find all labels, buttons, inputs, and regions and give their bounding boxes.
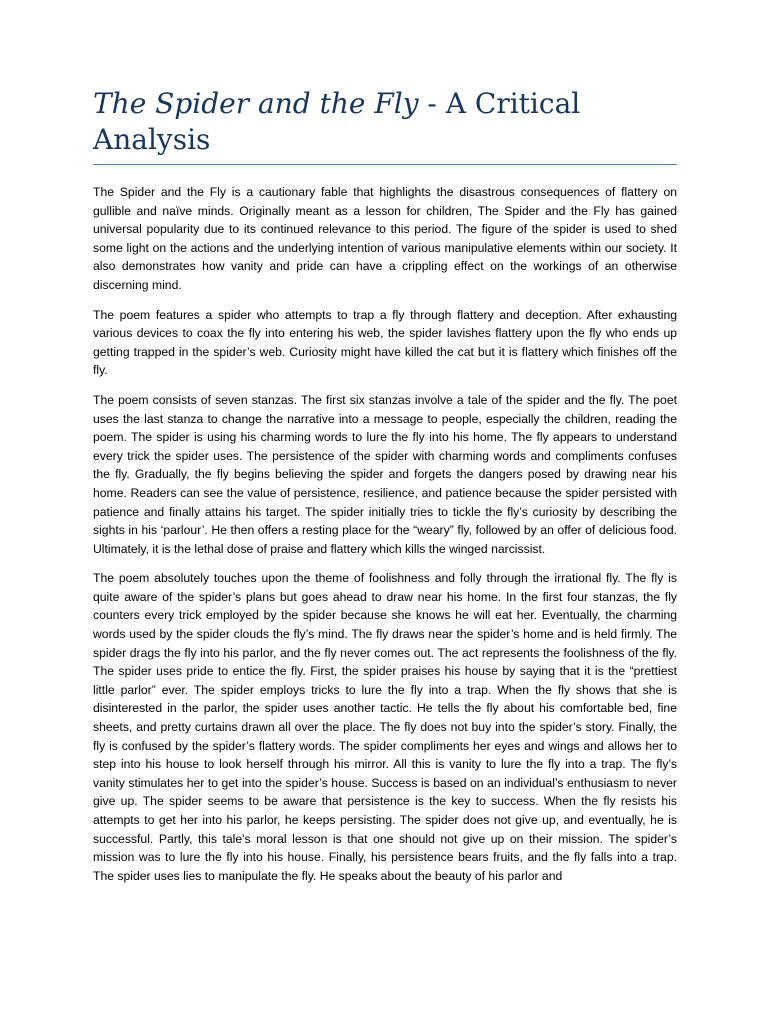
paragraph-3: The poem consists of seven stanzas. The first six stanzas involve a tale of the spider and the fly. The poet uses the last stanza to change the narrative into a message to people, especially the children, reading the poem. The spider is using his charming words to lure the fly into his home. The fly appears to understand every trick the spider uses. The persistence of the spider with charming words and compliments confuses the fly. Gradually, the fly begins believing the spider and forgets the dangers posed by drawing near his home. Readers can see the value of persistence, resilience, and patience because the spider persisted with patience and finally attains his target. The spider initially tries to tickle the fly’s curiosity by describing the sights in his ‘parlour’. He then offers a resting place for the “weary” fly, followed by an offer of delicious food. Ultimately, it is the lethal dose of praise and flattery which kills the winged narcissist. [93,392,677,556]
paragraph-1: The Spider and the Fly is a cautionary fable that highlights the disastrous consequences of flattery on gullible and naïve minds. Originally meant as a lesson for children, The Spider and the Fly has gained universal popularity due to its continued relevance to this period. The figure of the spider is used to shed some light on the actions and the underlying intention of various manipulative elements within our society. It also demonstrates how vanity and pride can have a crippling effect on the workings of an otherwise discerning mind. [93,185,677,292]
paragraph-2: The poem features a spider who attempts to trap a fly through flattery and deception. After exhausting various devices to coax the fly into entering his web, the spider lavishes flattery upon the fly who ends up getting trapped in the spider’s web. Curiosity might have killed the cat but it is flattery which finishes off the fly. [93,307,677,378]
page-title [93,86,677,165]
title-rest-part: - A Critical Analysis [93,87,581,156]
document-body [93,183,677,885]
paragraph-4: The poem absolutely touches upon the theme of foolishness and folly through the irrational fly. The fly is quite aware of the spider’s plans but goes ahead to draw near his home. In the first four stanzas, the fly counters every trick employed by the spider because she knows he will eat her. Eventually, the charming words used by the spider clouds the fly’s mind. The fly draws near the spider’s home and is held firmly. The spider drags the fly into his parlor, and the fly never comes out. The act represents the foolishness of the fly. The spider uses pride to entice the fly. First, the spider praises his house by saying that it is the “prettiest little parlor” ever. The spider employs tricks to lure the fly into a trap. When the fly shows that she is disinterested in the parlor, the spider uses another tactic. He tells the fly about his comfortable bed, fine sheets, and pretty curtains drawn all over the place. The fly does not buy into the spider’s story. Finally, the fly is confused by the spider’s flattery words. The spider compliments her eyes and wings and allows her to step into his house to look herself through his mirror. All this is vanity to lure the fly into a trap. The fly’s vanity stimulates her to get into the spider’s house. Success is based on an individual’s enthusiasm to never give up. The spider seems to be aware that persistence is the key to success. When the fly resists his attempts to get her into his parlor, he keeps persisting. The spider does not give up, and eventually, he is successful. Partly, this tale's moral lesson is that one should not give up on their mission. The spider’s mission was to lure the fly into his house. Finally, his persistence bears fruits, and the fly falls into a trap. The spider uses lies to manipulate the fly. He speaks about the beauty of his parlor and [93,571,677,883]
title-italic-part: The Spider and the Fly [93,87,419,120]
